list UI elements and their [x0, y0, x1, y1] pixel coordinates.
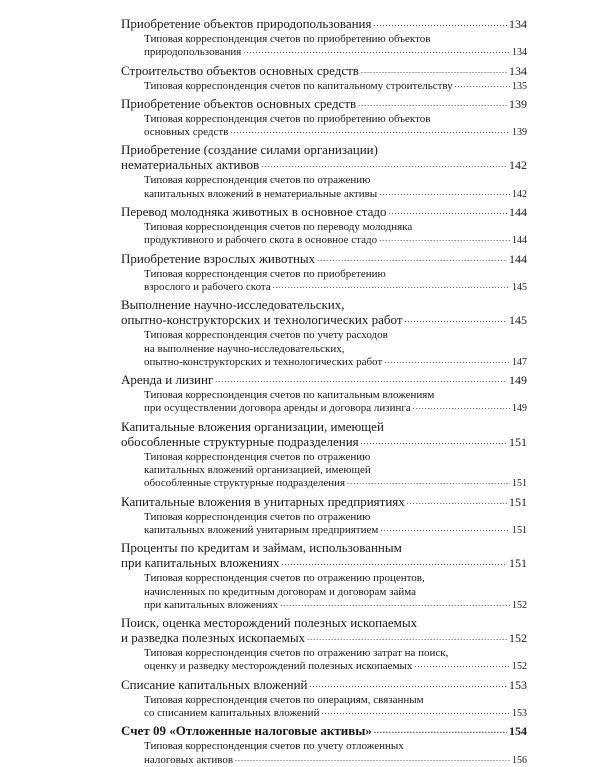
dot-leader: [380, 522, 510, 535]
toc-page-number: 152: [512, 661, 527, 673]
toc-section-entry[interactable]: [121, 615, 527, 647]
toc-page-number: 134: [509, 17, 527, 31]
toc-subsection-entry[interactable]: [121, 740, 527, 767]
toc-entry-line: [121, 16, 527, 33]
toc-entry-title: Типовая корреспонденция счетов по учету расходов: [144, 329, 388, 342]
toc-page-number: 142: [512, 188, 527, 200]
dot-leader: [361, 61, 507, 78]
toc-entry-title: продуктивного и рабочего скота в основное стадо: [144, 234, 378, 247]
toc-subsection-entry[interactable]: [121, 511, 527, 538]
toc-subsection-entry[interactable]: [121, 33, 527, 60]
toc-page-number: 153: [509, 677, 527, 692]
dot-leader: [310, 675, 507, 692]
dot-leader: [361, 432, 507, 449]
toc-entry-title: Капитальные вложения организации, имеющей: [121, 418, 384, 434]
toc-entry-line: [144, 188, 527, 201]
toc-entry-title: Проценты по кредитам и займам, использованным: [121, 540, 402, 556]
toc-page-number: 134: [509, 63, 527, 78]
toc-entry-title: при осуществлении договора аренды и договора лизинга: [144, 402, 411, 415]
toc-entry-title: Капитальные вложения в унитарных предприятиях: [121, 493, 405, 509]
toc-entry-title: Типовая корреспонденция счетов по отражению: [144, 450, 371, 463]
toc-entry-title: и разведка полезных ископаемых: [121, 630, 306, 646]
toc-section-entry[interactable]: [121, 297, 527, 329]
toc-entry-title: Типовая корреспонденция счетов по операциям, связанным: [144, 693, 424, 706]
toc-entry-title: опытно-конструкторских и технологических работ: [144, 355, 383, 368]
dot-leader: [321, 705, 510, 718]
toc-page-number: 142: [509, 158, 527, 173]
toc-entry-line: [144, 451, 527, 464]
toc-subsection-entry[interactable]: [121, 221, 527, 248]
dot-leader: [455, 78, 510, 91]
toc-subsection-entry[interactable]: [121, 174, 527, 201]
toc-subsection-entry[interactable]: [121, 268, 527, 295]
toc-section-entry[interactable]: [121, 372, 527, 389]
toc-entry-title: на выполнение научно-исследовательских,: [144, 342, 345, 355]
toc-section-entry[interactable]: [121, 142, 527, 174]
toc-entry-title: со списанием капитальных вложений: [144, 707, 320, 720]
toc-entry-line: [121, 555, 527, 572]
toc-page-number: 149: [509, 373, 527, 388]
toc-section-entry[interactable]: [121, 677, 527, 694]
toc-subsection-entry[interactable]: [121, 329, 527, 369]
toc-entry-line: [121, 372, 527, 389]
toc-entry-title: обособленные структурные подразделения: [144, 477, 346, 490]
toc-entry-line: [144, 402, 527, 415]
dot-leader: [413, 400, 510, 413]
toc-entry-title: капитальных вложений унитарным предприятием: [144, 523, 379, 536]
toc-entry-title: Строительство объектов основных средств: [121, 62, 359, 78]
toc-entry-line: [121, 677, 527, 694]
toc-entry-title: Типовая корреспонденция счетов по приобретению объектов: [144, 33, 431, 45]
dot-leader: [261, 155, 507, 172]
toc-entry-title: Счет 09 «Отложенные налоговые активы»: [121, 723, 372, 739]
dot-leader: [280, 597, 510, 610]
toc-entry-title: Типовая корреспонденция счетов по приобретению объектов: [144, 112, 431, 125]
toc-entry-title: Списание капитальных вложений: [121, 676, 308, 692]
toc-section-entry[interactable]: [121, 540, 527, 572]
dot-leader: [230, 124, 510, 137]
toc-section-entry[interactable]: [121, 251, 527, 268]
toc-page-number: 134: [512, 47, 527, 59]
toc-entry-title: природопользования: [144, 46, 242, 59]
toc-entry-title: Приобретение объектов основных средств: [121, 95, 357, 111]
toc-page-number: 144: [512, 235, 527, 247]
toc-entry-title: при капитальных вложениях: [121, 555, 280, 571]
toc-entry-line: [144, 80, 527, 93]
toc-entry-title: Типовая корреспонденция счетов по приобретению: [144, 267, 386, 280]
toc-entry-title: Типовая корреспонденция счетов по отражению затрат на поиск,: [144, 647, 449, 660]
toc-page-number: 154: [509, 724, 527, 739]
toc-entry-line: [144, 477, 527, 490]
dot-leader: [215, 370, 507, 387]
toc-entry-line: [121, 723, 527, 740]
toc-entry-line: [144, 46, 527, 59]
toc-entry-title: Аренда и лизинг: [121, 372, 214, 388]
dot-leader: [384, 354, 510, 367]
toc-entry-title: Перевод молодняка животных в основное стадо: [121, 204, 387, 220]
toc-section-entry[interactable]: [121, 16, 527, 33]
toc-page-number: 153: [512, 708, 527, 720]
toc-section-entry[interactable]: [121, 494, 527, 511]
toc-entry-line: [144, 599, 527, 612]
toc-subsection-entry[interactable]: [121, 113, 527, 140]
dot-leader: [414, 658, 510, 671]
toc-page-number: 145: [509, 313, 527, 328]
toc-entry-line: [144, 524, 527, 537]
dot-leader: [281, 553, 507, 570]
toc-page-number: 151: [509, 494, 527, 509]
toc-entry-title: Приобретение (создание силами организации): [121, 142, 378, 158]
toc-page-number: 156: [512, 754, 527, 766]
dot-leader: [388, 202, 507, 219]
toc-entry-line: [144, 356, 527, 369]
toc-entry-title: обособленные структурные подразделения: [121, 433, 359, 449]
toc-entry-line: [121, 157, 527, 174]
toc-subsection-entry[interactable]: [121, 80, 527, 93]
toc-subsection-entry[interactable]: [121, 647, 527, 674]
toc-entry-title: капитальных вложений организацией, имеющей: [144, 464, 371, 477]
toc-page-number: 151: [512, 524, 527, 536]
dot-leader: [379, 232, 510, 245]
toc-entry-line: [121, 434, 527, 451]
toc-subsection-entry[interactable]: [121, 694, 527, 721]
toc-section-entry[interactable]: [121, 723, 527, 740]
dot-leader: [374, 14, 508, 31]
table-of-contents: [121, 16, 527, 767]
toc-page-number: 139: [509, 96, 527, 111]
toc-section-entry[interactable]: [121, 96, 527, 113]
toc-entry-title: Поиск, оценка месторождений полезных ископаемых: [121, 615, 418, 631]
toc-page-number: 144: [509, 205, 527, 220]
dot-leader: [307, 628, 507, 645]
dot-leader: [405, 310, 507, 327]
dot-leader: [379, 186, 510, 199]
dot-leader: [273, 279, 510, 292]
toc-entry-line: [144, 660, 527, 673]
dot-leader: [374, 721, 507, 738]
toc-entry-line: [121, 251, 527, 268]
toc-page-number: 147: [512, 356, 527, 368]
toc-entry-line: [121, 494, 527, 511]
toc-entry-line: [144, 281, 527, 294]
toc-page-number: 149: [512, 403, 527, 415]
toc-entry-title: Приобретение объектов природопользования: [121, 16, 372, 31]
toc-entry-title: Типовая корреспонденция счетов по капитальным вложениям: [144, 389, 435, 402]
toc-subsection-entry[interactable]: [121, 389, 527, 416]
toc-entry-line: [121, 630, 527, 647]
toc-entry-title: налоговых активов: [144, 753, 234, 766]
toc-entry-line: [144, 572, 527, 585]
toc-page-number: 145: [512, 281, 527, 293]
toc-entry-title: опытно-конструкторских и технологических работ: [121, 312, 403, 328]
dot-leader: [358, 94, 507, 111]
toc-entry-title: Выполнение научно-исследовательских,: [121, 297, 345, 313]
toc-entry-title: при капитальных вложениях: [144, 598, 279, 611]
toc-entry-title: основных средств: [144, 126, 229, 139]
toc-entry-title: начисленных по кредитным договорам и договорам займа: [144, 585, 417, 598]
toc-entry-title: Типовая корреспонденция счетов по отражению: [144, 174, 371, 187]
toc-entry-title: капитальных вложений в нематериальные активы: [144, 187, 378, 200]
toc-page-number: 139: [512, 127, 527, 139]
toc-page-number: 151: [509, 556, 527, 571]
toc-entry-title: Типовая корреспонденция счетов по учету отложенных: [144, 740, 404, 753]
toc-entry-line: [144, 126, 527, 139]
toc-entry-title: оценку и разведку месторождений полезных ископаемых: [144, 660, 413, 673]
toc-subsection-entry[interactable]: [121, 572, 527, 612]
toc-entry-title: нематериальных активов: [121, 157, 260, 173]
toc-entry-line: [144, 234, 527, 247]
toc-subsection-entry[interactable]: [121, 451, 527, 491]
toc-page-number: 152: [509, 631, 527, 646]
toc-section-entry[interactable]: [121, 204, 527, 221]
toc-entry-line: [144, 329, 527, 342]
toc-entry-line: [121, 204, 527, 221]
toc-page-number: 144: [509, 251, 527, 266]
toc-entry-title: взрослого и рабочего скота: [144, 280, 271, 293]
dot-leader: [317, 249, 507, 266]
toc-entry-title: Типовая корреспонденция счетов по отражению: [144, 510, 371, 523]
toc-page-number: 151: [512, 478, 527, 490]
toc-entry-title: Типовая корреспонденция счетов по капитальному строительству: [144, 79, 453, 92]
toc-entry-line: [121, 96, 527, 113]
toc-section-entry[interactable]: [121, 419, 527, 451]
toc-entry-line: [121, 312, 527, 329]
dot-leader: [407, 492, 507, 509]
toc-entry-title: Типовая корреспонденция счетов по переводу молодняка: [144, 221, 413, 234]
toc-page-number: 151: [509, 434, 527, 449]
toc-entry-line: [144, 707, 527, 720]
toc-entry-title: Типовая корреспонденция счетов по отражению процентов,: [144, 572, 425, 585]
toc-page-number: 135: [512, 80, 527, 92]
toc-page-number: 152: [512, 599, 527, 611]
dot-leader: [243, 44, 510, 57]
toc-entry-line: [144, 754, 527, 767]
dot-leader: [347, 475, 510, 488]
toc-entry-title: Приобретение взрослых животных: [121, 250, 316, 266]
dot-leader: [235, 752, 510, 765]
